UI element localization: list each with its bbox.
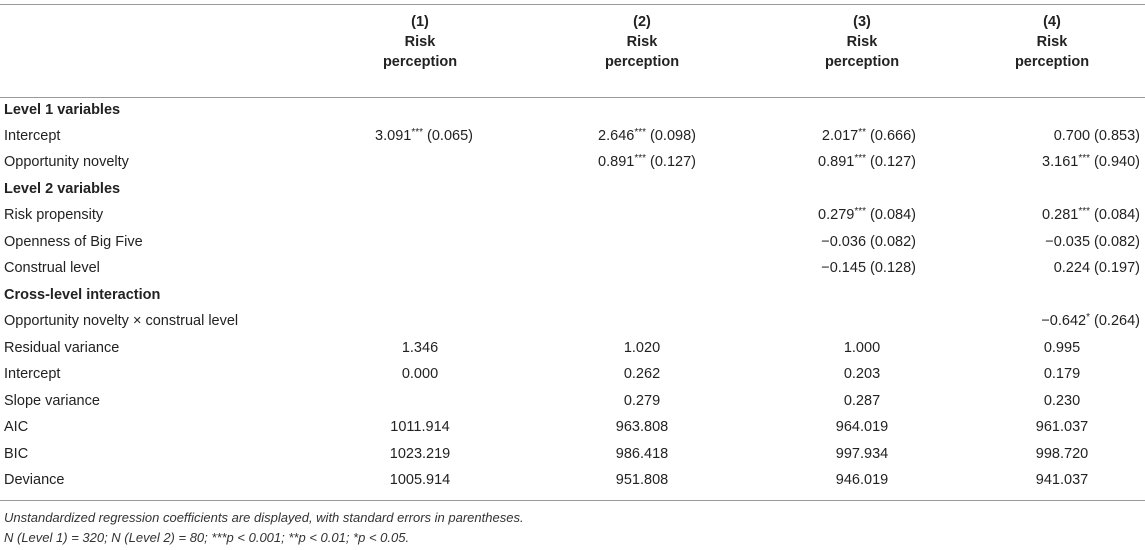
footnote-line-2: N (Level 1) = 320; N (Level 2) = 80; ***p < 0.001; **p < 0.01; *p < 0.05. [4, 530, 410, 545]
cell: 946.019 [835, 472, 889, 488]
cell: 0.995 [1043, 340, 1081, 356]
cell: 0.262 [623, 366, 661, 382]
cell: 1.020 [623, 340, 661, 356]
section-row [0, 282, 1145, 308]
section-row [0, 97, 1145, 123]
column-title-line2: perception [382, 54, 458, 70]
footnote-line-1: Unstandardized regression coefficients are displayed, with standard errors in parentheses. [4, 510, 524, 525]
column-header-4 [962, 12, 1142, 72]
cell: 0.000 [401, 366, 439, 382]
column-number: (4) [1043, 14, 1061, 30]
cell: 0.891*** (0.127) [818, 153, 916, 170]
column-title-line1: Risk [404, 34, 436, 50]
table-bottom-rule [0, 500, 1145, 501]
row-label: Openness of Big Five [4, 234, 143, 250]
column-title-line2: perception [604, 54, 680, 70]
cell: −0.145 (0.128) [821, 260, 916, 276]
cell: 951.808 [615, 472, 669, 488]
cell: 0.230 [1043, 393, 1081, 409]
cell: 986.418 [615, 446, 669, 462]
cell: 1011.914 [390, 419, 450, 435]
column-header-2 [552, 12, 732, 72]
column-title-line1: Risk [1036, 34, 1068, 50]
cell: 3.091*** (0.065) [375, 127, 473, 144]
cell: 0.700 (0.853) [1053, 128, 1140, 144]
cell: −0.036 (0.082) [821, 234, 916, 250]
cell: 1.000 [843, 340, 881, 356]
cell: 1005.914 [389, 472, 451, 488]
column-title-line1: Risk [626, 34, 658, 50]
cell: 964.019 [835, 419, 889, 435]
column-title-line2: perception [824, 54, 900, 70]
column-title-line1: Risk [846, 34, 878, 50]
row-label: Intercept [4, 128, 61, 144]
table-row [0, 335, 1145, 361]
column-number: (3) [853, 14, 871, 30]
table-row [0, 414, 1145, 440]
cell: 2.017** (0.666) [821, 127, 916, 144]
cell: −0.035 (0.082) [1045, 234, 1140, 250]
table-row [0, 123, 1145, 149]
row-label: BIC [4, 446, 29, 462]
cell: 963.808 [615, 419, 669, 435]
cell: 0.279 [623, 393, 661, 409]
cell: 997.934 [835, 446, 889, 462]
cell: −0.642* (0.264) [1041, 312, 1140, 329]
column-number: (1) [411, 14, 429, 30]
table-row [0, 229, 1145, 255]
table-row [0, 308, 1145, 334]
row-label: Slope variance [4, 393, 100, 409]
table-row [0, 202, 1145, 228]
column-header-1 [330, 12, 510, 72]
section-title: Level 2 variables [4, 181, 121, 197]
section-row [0, 176, 1145, 202]
cell: 3.161*** (0.940) [1042, 153, 1140, 170]
cell: 1.346 [401, 340, 439, 356]
table-row [0, 388, 1145, 414]
row-label: Residual variance [4, 340, 120, 356]
cell: 998.720 [1035, 446, 1089, 462]
row-label: Opportunity novelty [4, 154, 129, 170]
cell: 1023.219 [389, 446, 451, 462]
row-label: Deviance [4, 472, 65, 488]
cell: 2.646*** (0.098) [598, 127, 696, 144]
cell: 0.281*** (0.084) [1042, 206, 1140, 223]
row-label: Intercept [4, 366, 61, 382]
row-label: Opportunity novelty × construal level [4, 313, 239, 329]
row-label: AIC [4, 419, 29, 435]
table-row [0, 255, 1145, 281]
row-label: Construal level [4, 260, 100, 276]
table-row [0, 361, 1145, 387]
cell: 0.891*** (0.127) [598, 153, 696, 170]
cell: 961.037 [1035, 419, 1089, 435]
row-label: Risk propensity [4, 207, 104, 223]
table-top-rule [0, 4, 1145, 5]
section-title: Cross-level interaction [4, 287, 161, 303]
cell: 0.279*** (0.084) [818, 206, 916, 223]
column-title-line2: perception [1014, 54, 1090, 70]
cell: 0.203 [843, 366, 881, 382]
column-header-3 [772, 12, 952, 72]
cell: 0.179 [1043, 366, 1081, 382]
cell: 0.224 (0.197) [1053, 260, 1140, 276]
table-row [0, 441, 1145, 467]
table-row [0, 467, 1145, 493]
column-number: (2) [633, 14, 651, 30]
table-row [0, 149, 1145, 175]
section-title: Level 1 variables [4, 102, 121, 118]
cell: 941.037 [1035, 472, 1089, 488]
cell: 0.287 [843, 393, 881, 409]
